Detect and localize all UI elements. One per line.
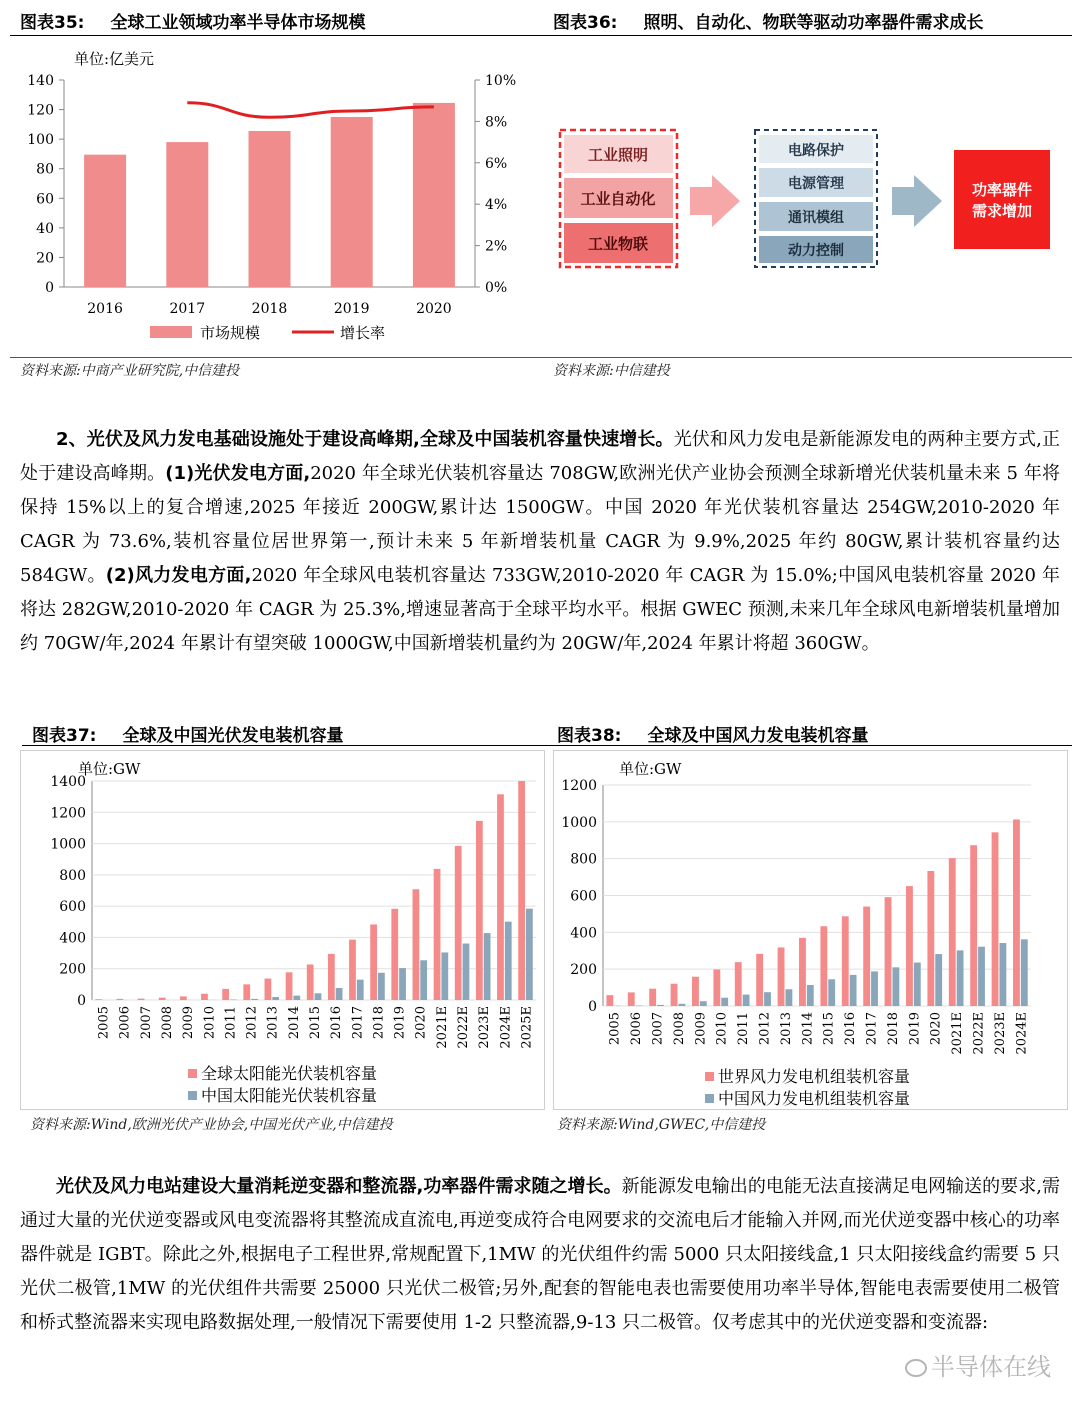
fig38-ytick-label: 600 <box>570 888 597 905</box>
fig35-bar <box>84 155 126 287</box>
fig38-xtick-label: 2006 <box>629 1012 645 1046</box>
fig37-bar-global <box>434 869 441 1000</box>
fig35-number: 图表35: <box>20 13 85 33</box>
fig38-bar-china <box>850 975 857 1006</box>
paragraph-pv-wind-growth <box>20 423 1060 661</box>
fig35-source: 资料来源:中商产业研究院,中信建投 <box>20 363 240 379</box>
fig37-bar-global <box>117 999 124 1000</box>
fig37-bar-china <box>484 933 491 1000</box>
para1-bold-pv: (1)光伏发电方面, <box>165 463 311 484</box>
fig37-bar-china <box>378 973 385 1000</box>
watermark <box>905 1347 1051 1382</box>
fig38-xtick-label: 2013 <box>778 1012 794 1046</box>
fig35-chart <box>10 40 530 355</box>
fig38-legend-global-label: 世界风力发电机组装机容量 <box>718 1067 911 1086</box>
fig38-xtick-label: 2015 <box>821 1012 837 1046</box>
fig38-bar-global <box>970 845 977 1006</box>
fig36-result-box <box>954 150 1050 249</box>
fig37-bar-global <box>370 924 377 1000</box>
fig38-xtick-label: 2023E <box>992 1012 1008 1055</box>
fig38-ytick-label: 200 <box>570 962 597 979</box>
fig36-mid-item-3: 动力控制 <box>788 243 844 259</box>
fig38-bar-global <box>842 916 849 1006</box>
fig38-ytick-label: 800 <box>570 851 597 868</box>
fig38-xtick-label: 2012 <box>757 1012 773 1046</box>
fig35-y2tick-label: 10% <box>485 73 517 89</box>
fig37-bar-global <box>518 781 525 1000</box>
fig35-ytick-label: 0 <box>45 280 54 296</box>
fig36-title-text: 照明、自动化、物联等驱动功率器件需求成长 <box>643 13 984 33</box>
fig38-xtick-label: 2010 <box>714 1012 730 1046</box>
fig37-legend-global-label: 全球太阳能光伏装机容量 <box>201 1064 378 1083</box>
fig38-xtick-label: 2020 <box>928 1012 944 1046</box>
fig38-bar-china <box>1021 939 1028 1006</box>
fig35-bar <box>331 117 373 287</box>
fig37-xtick-label: 2011 <box>223 1006 239 1040</box>
fig38-unit-label: 单位:GW <box>619 760 682 778</box>
fig38-bar-global <box>949 858 956 1006</box>
fig37-xtick-label: 2018 <box>371 1006 387 1040</box>
fig36-left-item-2: 工业物联 <box>587 235 649 253</box>
top-source-rule <box>10 357 1072 358</box>
fig38-bar-global <box>606 995 613 1006</box>
fig37-xtick-label: 2009 <box>181 1006 197 1040</box>
fig38-bar-global <box>820 926 827 1006</box>
fig37-title-text: 全球及中国光伏发电装机容量 <box>122 726 344 746</box>
fig37-ytick-label: 1000 <box>50 836 86 853</box>
fig37-bar-global <box>95 999 102 1000</box>
para1-bold-lead: 2、光伏及风力发电基础设施处于建设高峰期,全球及中国装机容量快速增长。 <box>56 429 674 450</box>
fig38-bar-china <box>978 947 985 1006</box>
fig35-xtick-label: 2019 <box>333 301 370 317</box>
fig38-bar-china <box>999 943 1006 1006</box>
fig35-ytick-label: 20 <box>36 250 54 267</box>
fig37-bar-global <box>497 794 504 1000</box>
fig37-bar-china <box>293 996 300 1000</box>
fig35-title-text: 全球工业领域功率半导体市场规模 <box>110 13 366 33</box>
fig37-bar-global <box>243 984 250 1000</box>
fig37-xtick-label: 2010 <box>202 1006 218 1040</box>
fig36-left-item-1: 工业自动化 <box>580 190 656 208</box>
fig37-ytick-label: 1400 <box>50 774 86 790</box>
fig38-ytick-label: 400 <box>570 925 597 942</box>
fig37-bar-china <box>315 993 322 1000</box>
fig38-source: 资料来源:Wind,GWEC,中信建投 <box>557 1117 766 1133</box>
fig38-bar-china <box>957 950 964 1006</box>
fig35-y2tick-label: 6% <box>485 155 508 172</box>
fig38-xtick-label: 2018 <box>885 1012 901 1046</box>
fig37-bar-global <box>413 889 420 1000</box>
fig37-ytick-label: 0 <box>77 993 86 1009</box>
fig35-growth-line <box>187 103 434 117</box>
fig36-source: 资料来源:中信建投 <box>553 363 670 379</box>
fig38-legend-china-swatch <box>705 1094 714 1103</box>
fig37-bar-china <box>272 997 279 1000</box>
fig35-bar <box>166 142 208 287</box>
fig37-ytick-label: 200 <box>59 961 86 978</box>
fig38-xtick-label: 2017 <box>864 1012 880 1046</box>
fig35-ytick-label: 60 <box>36 191 54 208</box>
fig35-ytick-label: 140 <box>27 73 54 89</box>
fig38-title-text: 全球及中国风力发电装机容量 <box>647 726 869 746</box>
fig37-bar-china <box>463 944 470 1000</box>
fig37-ytick-label: 600 <box>59 899 86 916</box>
fig38-bar-china <box>828 979 835 1006</box>
fig38-bar-global <box>799 938 806 1006</box>
fig38-legend-global-swatch <box>705 1072 714 1081</box>
fig35-ytick-label: 120 <box>27 102 54 119</box>
fig35-y2tick-label: 4% <box>485 197 508 214</box>
fig37-xtick-label: 2020 <box>413 1006 429 1040</box>
fig37-xtick-label: 2015 <box>308 1006 323 1040</box>
fig37-bar-global <box>349 940 356 1000</box>
fig35-legend-bar-label: 市场规模 <box>200 324 261 342</box>
fig38-bar-global <box>927 871 934 1006</box>
fig35-legend-line-label: 增长率 <box>340 324 386 342</box>
fig38-ytick-label: 1200 <box>561 778 597 794</box>
fig37-bar-china <box>526 909 533 1000</box>
fig37-xtick-label: 2017 <box>350 1006 366 1040</box>
fig38-bar-china <box>871 971 878 1006</box>
fig38-bar-china <box>914 963 921 1006</box>
fig38-xtick-label: 2008 <box>671 1012 687 1046</box>
fig36-arrow-2 <box>892 175 942 227</box>
fig37-bar-china <box>357 980 364 1000</box>
fig38-xtick-label: 2005 <box>607 1012 623 1046</box>
fig38-bar-global <box>778 947 785 1006</box>
fig37-bar-china <box>441 952 448 1000</box>
fig37-legend-china-label: 中国太阳能光伏装机容量 <box>201 1086 378 1105</box>
fig35-bar <box>413 103 455 287</box>
fig38-bar-china <box>764 992 771 1006</box>
fig38-bar-global <box>649 989 656 1006</box>
fig37-xtick-label: 2013 <box>265 1006 281 1040</box>
fig37-unit-label: 单位:GW <box>78 760 141 778</box>
fig38-chart <box>553 750 1068 1110</box>
fig38-number: 图表38: <box>557 726 622 746</box>
fig38-xtick-label: 2021E <box>950 1012 966 1055</box>
fig36-mid-item-1: 电源管理 <box>788 176 844 192</box>
fig36-diagram <box>550 115 1070 275</box>
fig37-ytick-label: 800 <box>59 867 86 884</box>
fig38-bar-global <box>671 984 678 1006</box>
fig37-title <box>32 721 343 746</box>
fig38-bar-china <box>743 995 750 1006</box>
fig35-xtick-label: 2016 <box>87 301 123 317</box>
fig38-bar-china <box>785 989 792 1006</box>
fig37-xtick-label: 2012 <box>244 1006 260 1040</box>
fig37-xtick-label: 2007 <box>138 1006 154 1040</box>
para1-text-3: 2020 年全球风电装机容量达 733GW,2010-2020 年 CAGR 为 15.0%;中国风电装机容量 2020 年将达 282GW,2010-2020 年 CAGR 为 25.3%,增速显著高于全球平均水平。根据 GWEC 预测,未来几年全球风电新增装机量增加约 70GW/年,2024 年累计有望突破 1000GW,中国新增装机量约为 20GW/年,2024 年累计将超 360GW。 <box>20 565 1060 654</box>
fig38-bar-china <box>700 1001 707 1006</box>
fig38-bar-global <box>713 970 720 1006</box>
fig37-bar-global <box>286 972 293 1000</box>
fig35-xtick-label: 2020 <box>416 301 452 317</box>
fig38-bar-china <box>657 1005 664 1006</box>
fig38-bar-global <box>863 907 870 1006</box>
fig37-bar-global <box>222 989 229 1000</box>
fig38-bar-global <box>756 954 763 1006</box>
top-title-rule <box>10 35 1072 36</box>
fig38-xtick-label: 2009 <box>693 1012 709 1046</box>
fig37-bar-global <box>201 994 208 1000</box>
fig38-xtick-label: 2016 <box>843 1012 859 1046</box>
fig37-ytick-label: 400 <box>59 930 86 947</box>
fig37-xtick-label: 2024E <box>498 1006 514 1049</box>
fig37-bar-china <box>420 960 427 1000</box>
mid-title-rule <box>22 745 1072 746</box>
fig38-bar-global <box>628 992 635 1006</box>
fig35-title <box>20 8 365 33</box>
fig37-bar-china <box>399 968 406 1000</box>
fig37-frame <box>21 751 545 1110</box>
para2-text: 新能源发电输出的电能无法直接满足电网输送的要求,需通过大量的光伏逆变器或风电变流器将其整流成直流电,再逆变成符合电网要求的交流电后才能输入并网,而光伏逆变器中核心的功率器件就是 IGBT。除此之外,根据电子工程世界,常规配置下,1MW 的光伏组件约需 5000 只太阳接线盒,1 只太阳接线盒约需要 5 只光伏二极管,1MW 的光伏组件共需要 25000 只光伏二极管;另外,配套的智能电表也需要使用功率半导体,智能电表需要使用二极管和桥式整流器来实现电路数据处理,一般情况下需要使用 1-2 只整流器,9-13 只二极管。仅考虑其中的光伏逆变器和变流器: <box>20 1176 1060 1333</box>
fig38-bar-global <box>692 977 699 1006</box>
fig35-y2tick-label: 8% <box>485 114 508 131</box>
fig38-frame <box>554 751 1068 1110</box>
watermark-text: 半导体在线 <box>931 1353 1051 1381</box>
fig38-ytick-label: 1000 <box>561 814 597 831</box>
fig38-bar-global <box>1013 819 1020 1006</box>
fig36-title <box>553 8 983 33</box>
fig38-xtick-label: 2019 <box>907 1012 923 1046</box>
fig38-xtick-label: 2007 <box>650 1012 666 1046</box>
fig35-unit-label: 单位:亿美元 <box>74 50 155 68</box>
fig37-number: 图表37: <box>32 726 97 746</box>
fig37-bar-global <box>476 821 483 1000</box>
fig37-source: 资料来源:Wind,欧洲光伏产业协会,中国光伏产业,中信建投 <box>30 1117 393 1133</box>
fig37-bar-global <box>391 909 398 1000</box>
para1-bold-wind: (2)风力发电方面, <box>105 565 252 586</box>
fig37-xtick-label: 2006 <box>117 1006 133 1040</box>
fig37-bar-china <box>505 922 512 1000</box>
fig37-bar-global <box>307 964 314 1000</box>
fig38-bar-global <box>906 886 913 1006</box>
fig38-bar-china <box>935 954 942 1006</box>
fig37-xtick-label: 2016 <box>329 1006 345 1040</box>
para1-text-1: 光伏和风力发电是新能源发电的两种主要方式,正处于建设高峰期。 <box>20 429 1060 484</box>
fig36-mid-item-0: 电路保护 <box>788 143 844 159</box>
fig38-title <box>557 721 868 746</box>
fig35-xtick-label: 2017 <box>169 301 206 317</box>
fig37-xtick-label: 2008 <box>160 1006 175 1040</box>
para2-bold-lead: 光伏及风力电站建设大量消耗逆变器和整流器,功率器件需求随之增长。 <box>56 1176 622 1197</box>
fig37-bar-china <box>251 999 258 1000</box>
fig38-bar-china <box>892 967 899 1006</box>
fig36-result-line1: 功率器件 <box>971 181 1033 199</box>
fig36-mid-item-2: 通讯模组 <box>788 210 844 226</box>
fig37-xtick-label: 2019 <box>392 1006 408 1040</box>
fig38-xtick-label: 2022E <box>971 1012 987 1055</box>
fig37-xtick-label: 2022E <box>456 1006 471 1049</box>
fig36-number: 图表36: <box>553 13 618 33</box>
fig35-bar <box>249 131 291 287</box>
fig37-bar-global <box>138 999 145 1000</box>
fig35-xtick-label: 2018 <box>251 301 288 317</box>
fig35-ytick-label: 80 <box>36 161 54 178</box>
fig37-bar-global <box>328 954 335 1000</box>
fig37-xtick-label: 2021E <box>434 1006 450 1049</box>
fig35-y2tick-label: 0% <box>485 280 508 296</box>
fig37-bar-global <box>159 998 166 1000</box>
fig38-bar-china <box>678 1004 685 1006</box>
fig35-ytick-label: 100 <box>27 132 54 149</box>
fig37-xtick-label: 2014 <box>286 1006 302 1040</box>
fig37-xtick-label: 2023E <box>477 1006 493 1049</box>
fig37-chart <box>20 750 545 1110</box>
fig36-arrow-1 <box>690 175 740 227</box>
fig38-bar-china <box>807 985 814 1006</box>
fig38-legend-china-label: 中国风力发电机组装机容量 <box>718 1089 911 1108</box>
fig35-legend-bar-swatch <box>150 326 192 338</box>
fig37-legend-china-swatch <box>188 1091 197 1100</box>
fig37-bar-china <box>336 988 343 1000</box>
fig38-bar-global <box>735 962 742 1006</box>
para1-text-2: 2020 年全球光伏装机容量达 708GW,欧洲光伏产业协会预测全球新增光伏装机量未来 5 年将保持 15%以上的复合增速,2025 年接近 200GW,累计达 1500GW。中国 2020 年光伏装机容量达 254GW,2010-2020 年 CAGR 为 73.6%,装机容量位居世界第一,预计未来 5 年新增装机量 CAGR 为 9.9%,2025 年约 80GW,累计装机容量约达 584GW。 <box>20 463 1060 586</box>
fig35-ytick-label: 40 <box>36 220 54 237</box>
fig36-result-line2: 需求增加 <box>971 202 1033 220</box>
fig37-ytick-label: 1200 <box>50 805 86 822</box>
paragraph-inverter-demand <box>20 1170 1060 1340</box>
fig36-left-item-0: 工业照明 <box>587 146 649 164</box>
fig38-xtick-label: 2014 <box>800 1012 816 1046</box>
fig38-xtick-label: 2011 <box>736 1012 752 1046</box>
fig35-y2tick-label: 2% <box>485 238 508 255</box>
fig37-bar-global <box>180 996 187 1000</box>
fig38-ytick-label: 0 <box>588 999 597 1015</box>
fig38-bar-global <box>885 897 892 1006</box>
fig38-bar-global <box>992 832 999 1006</box>
fig37-xtick-label: 2005 <box>96 1006 112 1040</box>
fig38-xtick-label: 2024E <box>1014 1012 1030 1055</box>
fig37-legend-global-swatch <box>188 1069 197 1078</box>
fig38-bar-china <box>721 998 728 1006</box>
fig37-bar-global <box>455 846 462 1000</box>
fig37-xtick-label: 2025E <box>519 1006 535 1049</box>
wechat-icon <box>905 1359 927 1377</box>
fig37-bar-global <box>265 979 272 1000</box>
